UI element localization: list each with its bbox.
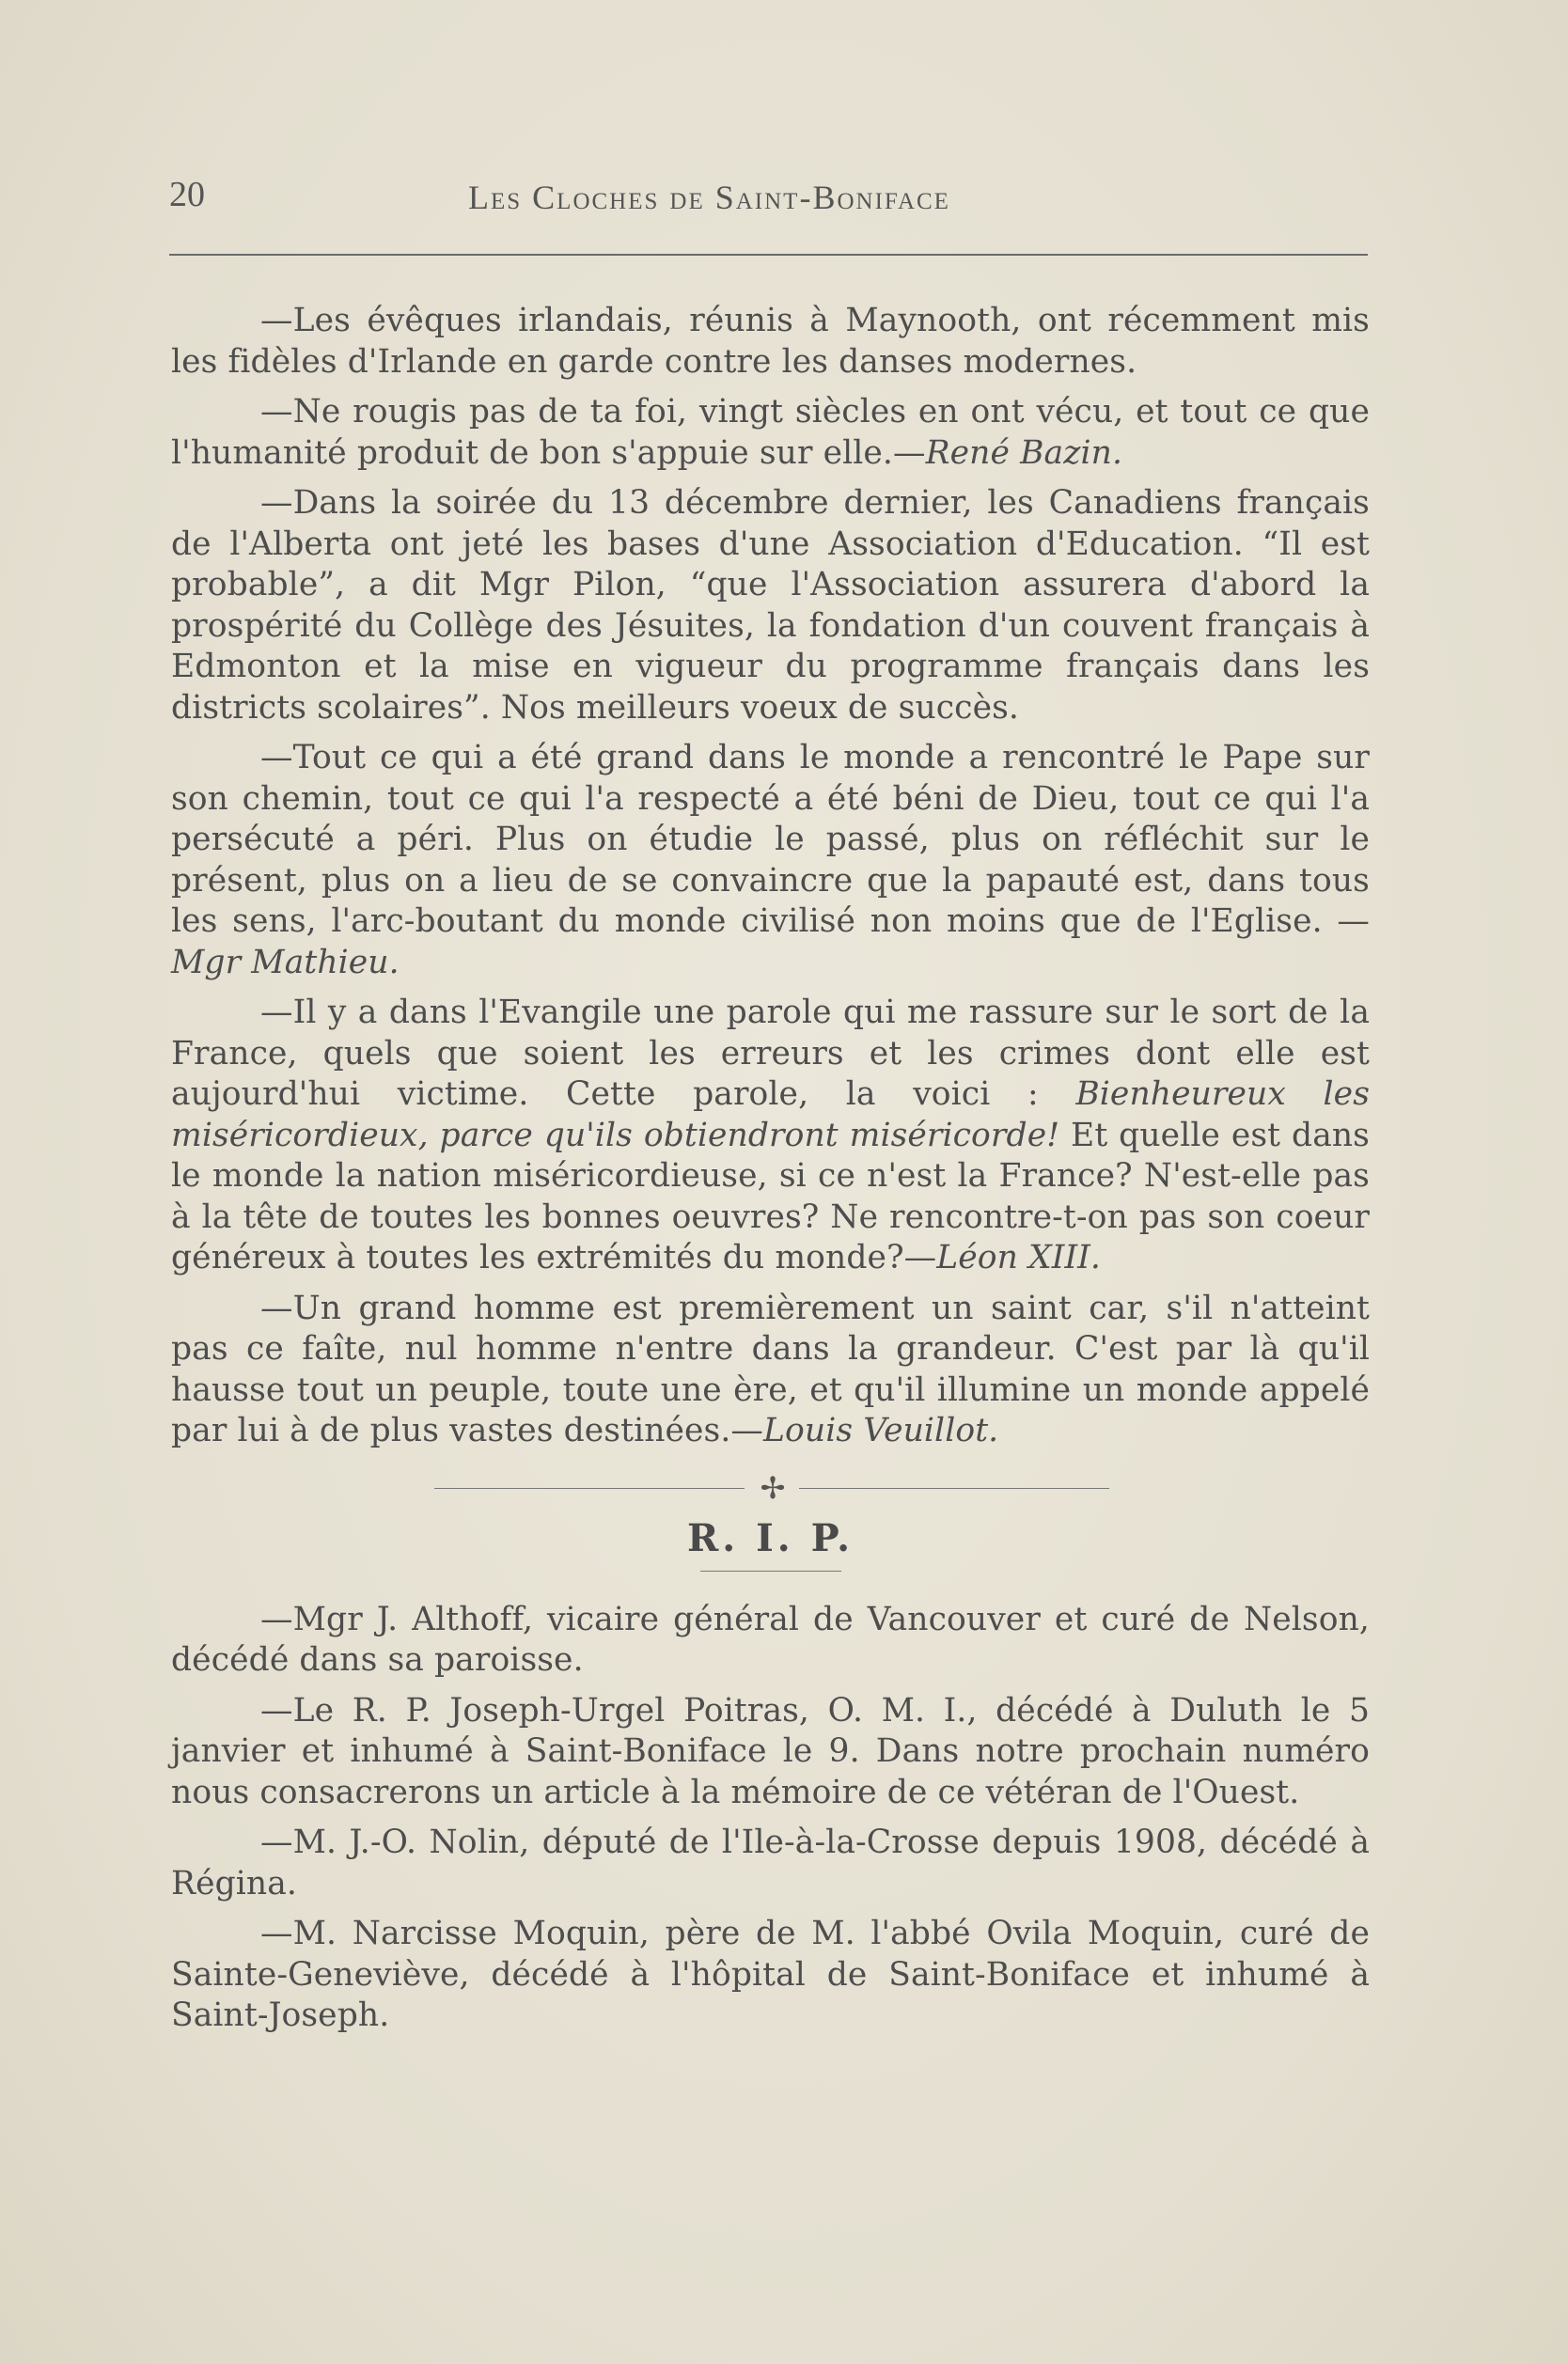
rip-heading: R. I. P. [686, 1515, 855, 1560]
author-bazin: René Bazin. [925, 433, 1123, 472]
divider-line-left [434, 1488, 745, 1489]
paragraph-bazin: —Ne rougis pas de ta foi, vingt siècles en ont vécu, et tout ce que l'humanité produit de bon s'appuie sur elle.—René Bazin. [171, 393, 1370, 472]
obituary-althoff: —Mgr J. Althoff, vicaire général de Vancouver et curé de Nelson, décédé dans sa paroisse. [171, 1600, 1370, 1679]
page-header [169, 174, 1368, 230]
paragraph-alberta: —Dans la soirée du 13 décembre dernier, les Canadiens français de l'Alberta ont jeté les bases d'une Association d'Education. “Il est probable”, a dit Mgr Pilon, “que l'Association assurera d'abord la prospérité du Collège des Jésuites, la fondation d'un couvent français à Edmonton et la mise en vigueur du programme français dans les districts scolaires”. Nos meilleurs voeux de succès. [171, 484, 1370, 727]
paragraph-maynooth: —Les évêques irlandais, réunis à Maynooth, ont récemment mis les fidèles d'Irlande en garde contre les danses modernes. [171, 302, 1370, 381]
section-divider [171, 1469, 1370, 1507]
header-rule [169, 254, 1368, 256]
paragraph-mathieu: —Tout ce qui a été grand dans le monde a rencontré le Pape sur son chemin, tout ce qui l'a respecté a été béni de Dieu, tout ce qui l'a persécuté a péri. Plus on étudie le passé, plus on réfléchit sur le présent, plus on a lieu de se convaincre que la papauté est, dans tous les sens, l'arc-boutant du monde civilisé non moins que de l'Eglise. — Mgr Mathieu. [171, 739, 1370, 981]
divider-line-right [799, 1488, 1109, 1489]
obituary-poitras: —Le R. P. Joseph-Urgel Poitras, O. M. I., décédé à Duluth le 5 janvier et inhumé à Saint-Boniface le 9. Dans notre prochain numéro nous consacrerons un article à la mémoire de ce vétéran de l'Ouest. [171, 1691, 1370, 1811]
author-veuillot: Louis Veuillot. [763, 1412, 999, 1449]
author-mathieu: Mgr Mathieu. [171, 943, 400, 981]
paragraph-france: —Il y a dans l'Evangile une parole qui me rassure sur le sort de la France, quels que soient les erreurs et les crimes dont elle est aujourd'hui victime. Cette parole, la voici : Bienheureux les miséricordieux, parce qu'ils obtiendront miséricorde! Et quelle est dans le monde la nation miséricordieuse, si ce n'est la France? N'est-elle pas à la tête de toutes les bonnes oeuvres? Ne rencontre-t-on pas son coeur généreux à toutes les extrémités du monde?—Léon XIII. [171, 994, 1370, 1276]
author-leon-xiii: Léon XIII. [936, 1239, 1101, 1276]
obituary-nolin: —M. J.-O. Nolin, député de l'Ile-à-la-Crosse depuis 1908, décédé à Régina. [171, 1824, 1370, 1902]
running-title: Les Cloches de Saint-Boniface [468, 179, 950, 216]
beatitude-quote: Bienheureux les miséricordieux, parce qu'ils obtiendront miséricorde! [171, 1075, 1370, 1154]
rip-heading-rule [700, 1571, 841, 1572]
cross-icon: ✢ [760, 1469, 786, 1506]
article-body [171, 301, 1370, 2037]
paragraph-veuillot: —Un grand homme est premièrement un saint car, s'il n'atteint pas ce faîte, nul homme n'entre dans la grandeur. C'est par là qu'il hausse tout un peuple, toute une ère, et qu'il illumine un monde appelé par lui à de plus vastes destinées.—Louis Veuillot. [171, 1289, 1370, 1449]
obituary-moquin: —M. Narcisse Moquin, père de M. l'abbé Ovila Moquin, curé de Sainte-Geneviève, décédé à l'hôpital de Saint-Boniface et inhumé à Saint-Joseph. [171, 1915, 1370, 2034]
page-number: 20 [169, 175, 205, 214]
